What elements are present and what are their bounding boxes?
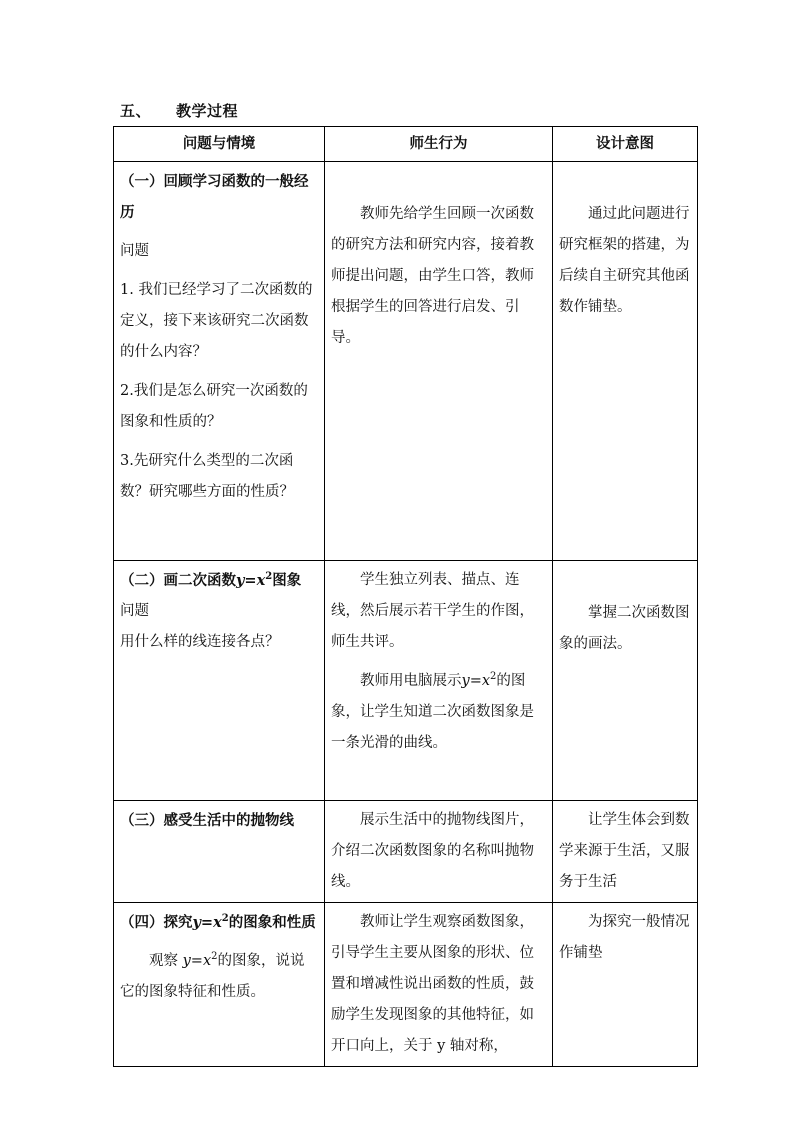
actions-text: 教师先给学生回顾一次函数的研究方法和研究内容，接着教师提出问题，由学生口答，教师根据学生的回答进行启发、引导。 xyxy=(331,206,534,346)
cell-teacher-student-actions xyxy=(325,903,553,1067)
stage-title xyxy=(120,565,318,596)
stage-title-text: 的图象和性质 xyxy=(228,914,316,931)
stage-title-text: （二）画二次函数 xyxy=(120,572,236,589)
cell-design-intent xyxy=(553,903,698,1067)
question-item: 用什么样的线连接各点？ xyxy=(120,634,280,650)
stage-title-text: （四）探究 xyxy=(120,914,193,931)
formula: y=x xyxy=(182,953,212,969)
cell-teacher-student-actions xyxy=(325,561,553,801)
cell-design-intent xyxy=(553,561,698,801)
intent-text: 掌握二次函数图象的画法。 xyxy=(559,605,690,652)
cell-problem-context xyxy=(114,801,325,903)
formula: y=x xyxy=(192,914,222,931)
intent-text: 让学生体会到数学来源于生活，又服务于生活 xyxy=(559,812,690,890)
question-label: 问题 xyxy=(120,243,149,259)
exponent: 2 xyxy=(265,571,273,583)
header-design-intent: 设计意图 xyxy=(553,127,698,162)
question-label: 问题 xyxy=(120,603,149,619)
cell-problem-context xyxy=(114,903,325,1067)
actions-text xyxy=(331,666,546,759)
actions-text-part: 的图象，让学生知道二次函数图象是一条光滑的曲线。 xyxy=(331,673,534,751)
actions-text-part: 教师用电脑展示 xyxy=(360,673,462,689)
stage-title: （一）回顾学习函数的一般经历 xyxy=(120,173,309,221)
cell-problem-context xyxy=(114,561,325,801)
observation-text-part: 观察 xyxy=(149,953,178,969)
exponent: 2 xyxy=(211,951,218,963)
table-row xyxy=(114,162,698,561)
actions-text: 学生独立列表、描点、连线，然后展示若干学生的作图，师生共评。 xyxy=(331,572,534,650)
exponent: 2 xyxy=(221,913,229,925)
section-number: 五、 xyxy=(120,102,152,120)
formula: y=x xyxy=(236,572,266,589)
cell-design-intent xyxy=(553,162,698,561)
question-item: 3.先研究什么类型的二次函数？研究哪些方面的性质？ xyxy=(120,453,294,500)
actions-text: 展示生活中的抛物线图片，介绍二次函数图象的名称叫抛物线。 xyxy=(331,812,534,890)
lesson-process-table xyxy=(113,126,698,1067)
table-header-row xyxy=(114,127,698,162)
stage-title-text: 图象 xyxy=(272,572,302,589)
observation-text xyxy=(120,946,318,1008)
stage-title xyxy=(120,907,318,938)
observation-text-part: 的图象，说说它的图象特征和性质。 xyxy=(120,953,305,1000)
header-problem-context: 问题与情境 xyxy=(114,127,325,162)
cell-teacher-student-actions xyxy=(325,801,553,903)
question-item: 2.我们是怎么研究一次函数的图象和性质的？ xyxy=(120,383,308,430)
intent-text: 通过此问题进行研究框架的搭建，为后续自主研究其他函数作铺垫。 xyxy=(559,206,690,315)
table-row xyxy=(114,903,698,1067)
cell-design-intent xyxy=(553,801,698,903)
section-title: 教学过程 xyxy=(176,102,239,120)
stage-title: （三）感受生活中的抛物线 xyxy=(120,812,294,829)
header-teacher-student-actions: 师生行为 xyxy=(325,127,553,162)
section-heading xyxy=(120,100,238,121)
exponent: 2 xyxy=(490,671,497,683)
question-item: 1. 我们已经学习了二次函数的定义，接下来该研究二次函数的什么内容？ xyxy=(120,282,313,360)
intent-text: 为探究一般情况作铺垫 xyxy=(559,914,690,961)
formula: y=x xyxy=(461,673,491,689)
table-row xyxy=(114,801,698,903)
cell-problem-context xyxy=(114,162,325,561)
table-row xyxy=(114,561,698,801)
cell-teacher-student-actions xyxy=(325,162,553,561)
actions-text: 教师让学生观察函数图象，引导学生主要从图象的形状、位置和增减性说出函数的性质，鼓励学生发现图象的其他特征，如开口向上，关于 y 轴对称， xyxy=(331,914,534,1054)
